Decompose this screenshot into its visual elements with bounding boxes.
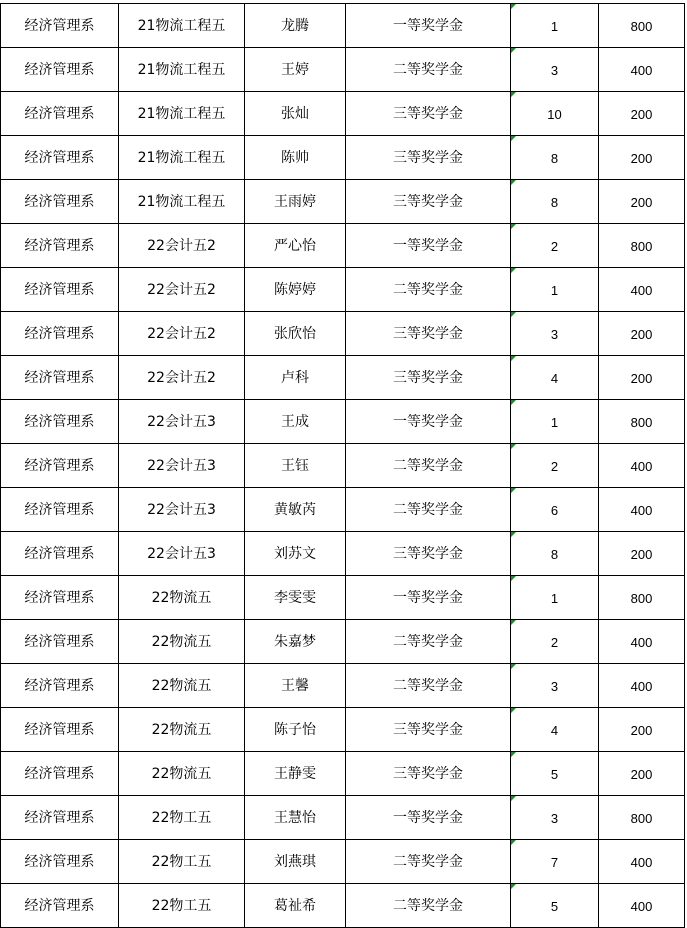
class-cell[interactable]: 22会计五2 — [119, 356, 245, 400]
amount-cell[interactable]: 200 — [599, 532, 685, 576]
class-cell[interactable]: 22物工五 — [119, 884, 245, 928]
dept-cell[interactable]: 经济管理系 — [1, 796, 119, 840]
dept-cell[interactable]: 经济管理系 — [1, 532, 119, 576]
dept-cell[interactable]: 经济管理系 — [1, 840, 119, 884]
count-cell[interactable]: 1 — [511, 400, 599, 444]
dept-cell[interactable]: 经济管理系 — [1, 620, 119, 664]
class-cell[interactable]: 21物流工程五 — [119, 92, 245, 136]
count-cell[interactable]: 1 — [511, 268, 599, 312]
award-cell[interactable]: 二等奖学金 — [346, 840, 511, 884]
count-cell[interactable]: 1 — [511, 576, 599, 620]
dept-cell[interactable]: 经济管理系 — [1, 664, 119, 708]
table-row[interactable] — [1, 400, 685, 444]
amount-cell[interactable]: 200 — [599, 136, 685, 180]
count-cell[interactable]: 3 — [511, 796, 599, 840]
amount-cell[interactable]: 400 — [599, 444, 685, 488]
table-row[interactable] — [1, 796, 685, 840]
dept-cell[interactable]: 经济管理系 — [1, 488, 119, 532]
student-name-cell[interactable]: 王静雯 — [245, 752, 346, 796]
count-cell[interactable]: 3 — [511, 312, 599, 356]
class-cell[interactable]: 22会计五3 — [119, 444, 245, 488]
table-row[interactable] — [1, 92, 685, 136]
count-cell[interactable]: 7 — [511, 840, 599, 884]
award-cell[interactable]: 二等奖学金 — [346, 488, 511, 532]
amount-cell[interactable]: 400 — [599, 268, 685, 312]
dept-cell[interactable]: 经济管理系 — [1, 708, 119, 752]
student-name-cell[interactable]: 李雯雯 — [245, 576, 346, 620]
dept-cell[interactable]: 经济管理系 — [1, 180, 119, 224]
table-row[interactable] — [1, 356, 685, 400]
award-cell[interactable]: 一等奖学金 — [346, 796, 511, 840]
amount-cell[interactable]: 200 — [599, 752, 685, 796]
award-cell[interactable]: 二等奖学金 — [346, 664, 511, 708]
student-name-cell[interactable]: 张灿 — [245, 92, 346, 136]
class-cell[interactable]: 22物工五 — [119, 796, 245, 840]
award-cell[interactable]: 三等奖学金 — [346, 532, 511, 576]
table-row[interactable] — [1, 180, 685, 224]
table-row[interactable] — [1, 48, 685, 92]
dept-cell[interactable]: 经济管理系 — [1, 4, 119, 48]
student-name-cell[interactable]: 刘苏文 — [245, 532, 346, 576]
class-cell[interactable]: 22物流五 — [119, 620, 245, 664]
class-cell[interactable]: 22会计五3 — [119, 400, 245, 444]
class-cell[interactable]: 21物流工程五 — [119, 136, 245, 180]
count-cell[interactable]: 8 — [511, 180, 599, 224]
amount-cell[interactable]: 200 — [599, 92, 685, 136]
amount-cell[interactable]: 400 — [599, 488, 685, 532]
table-row[interactable] — [1, 4, 685, 48]
award-cell[interactable]: 三等奖学金 — [346, 180, 511, 224]
student-name-cell[interactable]: 葛祉希 — [245, 884, 346, 928]
award-cell[interactable]: 三等奖学金 — [346, 752, 511, 796]
table-row[interactable] — [1, 664, 685, 708]
count-cell[interactable]: 5 — [511, 884, 599, 928]
award-cell[interactable]: 三等奖学金 — [346, 312, 511, 356]
table-row[interactable] — [1, 708, 685, 752]
count-cell[interactable]: 3 — [511, 664, 599, 708]
count-cell[interactable]: 1 — [511, 4, 599, 48]
class-cell[interactable]: 21物流工程五 — [119, 4, 245, 48]
amount-cell[interactable]: 200 — [599, 180, 685, 224]
table-body — [1, 4, 685, 928]
count-cell[interactable]: 10 — [511, 92, 599, 136]
count-cell[interactable]: 4 — [511, 708, 599, 752]
class-cell[interactable]: 22会计五3 — [119, 532, 245, 576]
student-name-cell[interactable]: 王慧怡 — [245, 796, 346, 840]
dept-cell[interactable]: 经济管理系 — [1, 884, 119, 928]
student-name-cell[interactable]: 王婷 — [245, 48, 346, 92]
award-cell[interactable]: 二等奖学金 — [346, 48, 511, 92]
award-cell[interactable]: 三等奖学金 — [346, 356, 511, 400]
student-name-cell[interactable]: 陈子怡 — [245, 708, 346, 752]
amount-cell[interactable]: 800 — [599, 224, 685, 268]
student-name-cell[interactable]: 龙腾 — [245, 4, 346, 48]
award-cell[interactable]: 二等奖学金 — [346, 444, 511, 488]
award-cell[interactable]: 一等奖学金 — [346, 4, 511, 48]
dept-cell[interactable]: 经济管理系 — [1, 136, 119, 180]
amount-cell[interactable]: 800 — [599, 4, 685, 48]
dept-cell[interactable]: 经济管理系 — [1, 752, 119, 796]
count-cell[interactable]: 2 — [511, 620, 599, 664]
count-cell[interactable]: 8 — [511, 532, 599, 576]
count-cell[interactable]: 5 — [511, 752, 599, 796]
student-name-cell[interactable]: 张欣怡 — [245, 312, 346, 356]
dept-cell[interactable]: 经济管理系 — [1, 356, 119, 400]
count-cell[interactable]: 4 — [511, 356, 599, 400]
student-name-cell[interactable]: 刘燕琪 — [245, 840, 346, 884]
award-cell[interactable]: 二等奖学金 — [346, 884, 511, 928]
class-cell[interactable]: 22物流五 — [119, 708, 245, 752]
amount-cell[interactable]: 400 — [599, 48, 685, 92]
table-row[interactable] — [1, 576, 685, 620]
class-cell[interactable]: 22会计五2 — [119, 312, 245, 356]
table-row[interactable] — [1, 532, 685, 576]
dept-cell[interactable]: 经济管理系 — [1, 444, 119, 488]
dept-cell[interactable]: 经济管理系 — [1, 92, 119, 136]
class-cell[interactable]: 22物流五 — [119, 664, 245, 708]
award-cell[interactable]: 三等奖学金 — [346, 92, 511, 136]
table-row[interactable] — [1, 752, 685, 796]
table-row[interactable] — [1, 620, 685, 664]
student-name-cell[interactable]: 陈婷婷 — [245, 268, 346, 312]
table-row[interactable] — [1, 444, 685, 488]
dept-cell[interactable]: 经济管理系 — [1, 224, 119, 268]
dept-cell[interactable]: 经济管理系 — [1, 312, 119, 356]
student-name-cell[interactable]: 王雨婷 — [245, 180, 346, 224]
amount-cell[interactable]: 400 — [599, 840, 685, 884]
amount-cell[interactable]: 400 — [599, 664, 685, 708]
award-cell[interactable]: 一等奖学金 — [346, 576, 511, 620]
amount-cell[interactable]: 400 — [599, 620, 685, 664]
count-cell[interactable]: 2 — [511, 444, 599, 488]
count-cell[interactable]: 3 — [511, 48, 599, 92]
class-cell[interactable]: 21物流工程五 — [119, 48, 245, 92]
award-cell[interactable]: 三等奖学金 — [346, 136, 511, 180]
class-cell[interactable]: 22物工五 — [119, 840, 245, 884]
count-cell[interactable]: 2 — [511, 224, 599, 268]
count-cell[interactable]: 6 — [511, 488, 599, 532]
table-row[interactable] — [1, 312, 685, 356]
table-row[interactable] — [1, 136, 685, 180]
amount-cell[interactable]: 200 — [599, 312, 685, 356]
student-name-cell[interactable]: 黄敏芮 — [245, 488, 346, 532]
amount-cell[interactable]: 800 — [599, 576, 685, 620]
amount-cell[interactable]: 400 — [599, 884, 685, 928]
class-cell[interactable]: 22会计五2 — [119, 268, 245, 312]
table-row[interactable] — [1, 840, 685, 884]
dept-cell[interactable]: 经济管理系 — [1, 400, 119, 444]
award-cell[interactable]: 二等奖学金 — [346, 268, 511, 312]
table-row[interactable] — [1, 224, 685, 268]
award-cell[interactable]: 二等奖学金 — [346, 620, 511, 664]
student-name-cell[interactable]: 王馨 — [245, 664, 346, 708]
student-name-cell[interactable]: 王成 — [245, 400, 346, 444]
dept-cell[interactable]: 经济管理系 — [1, 576, 119, 620]
table-row[interactable] — [1, 268, 685, 312]
student-name-cell[interactable]: 严心怡 — [245, 224, 346, 268]
class-cell[interactable]: 22物流五 — [119, 752, 245, 796]
student-name-cell[interactable]: 朱嘉梦 — [245, 620, 346, 664]
table-row[interactable] — [1, 488, 685, 532]
amount-cell[interactable]: 200 — [599, 708, 685, 752]
amount-cell[interactable]: 800 — [599, 796, 685, 840]
amount-cell[interactable]: 800 — [599, 400, 685, 444]
count-cell[interactable]: 8 — [511, 136, 599, 180]
dept-cell[interactable]: 经济管理系 — [1, 48, 119, 92]
student-name-cell[interactable]: 陈帅 — [245, 136, 346, 180]
dept-cell[interactable]: 经济管理系 — [1, 268, 119, 312]
award-cell[interactable]: 一等奖学金 — [346, 224, 511, 268]
amount-cell[interactable]: 200 — [599, 356, 685, 400]
class-cell[interactable]: 22会计五2 — [119, 224, 245, 268]
class-cell[interactable]: 22物流五 — [119, 576, 245, 620]
student-name-cell[interactable]: 王钰 — [245, 444, 346, 488]
table-row[interactable] — [1, 884, 685, 928]
award-cell[interactable]: 三等奖学金 — [346, 708, 511, 752]
scholarship-table — [0, 3, 685, 928]
class-cell[interactable]: 22会计五3 — [119, 488, 245, 532]
class-cell[interactable]: 21物流工程五 — [119, 180, 245, 224]
award-cell[interactable]: 一等奖学金 — [346, 400, 511, 444]
student-name-cell[interactable]: 卢科 — [245, 356, 346, 400]
